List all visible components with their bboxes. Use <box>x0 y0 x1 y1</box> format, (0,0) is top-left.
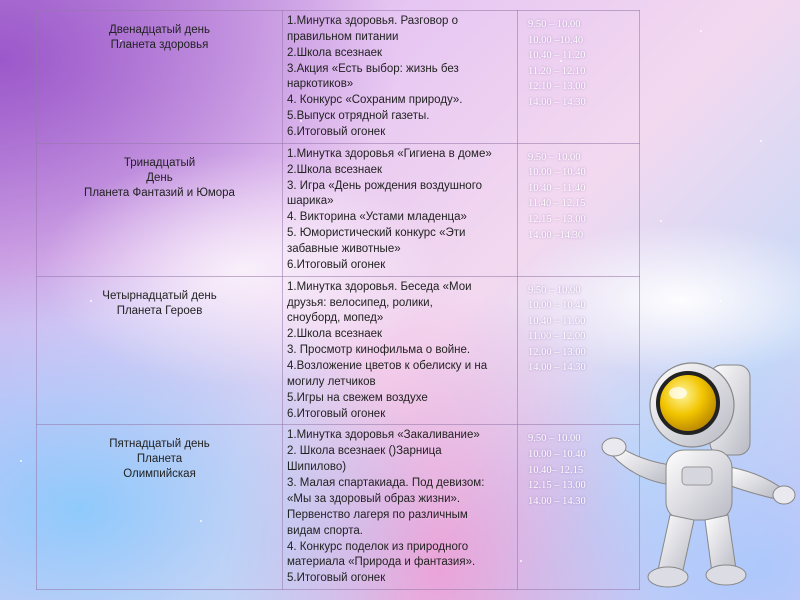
time-line: 14.00 – 14.30 <box>528 96 586 108</box>
time-line: 14.00 –14.30 <box>528 229 584 241</box>
activity-line: 3. Малая спартакиада. Под девизом: <box>287 477 485 490</box>
activity-line: 1.Минутка здоровья. Беседа «Мои <box>287 280 472 293</box>
activity-line: 1.Минутка здоровья. Разговор о <box>287 15 459 27</box>
day-cell <box>37 425 283 590</box>
activity-line: 4. Конкурс поделок из природного <box>287 540 469 553</box>
activity-line: 4. Викторина «Устами младенца» <box>287 211 467 224</box>
time-line: 11.20 – 12.10 <box>528 65 586 77</box>
day-name-line: Четырнадцатый день <box>102 289 217 302</box>
activity-line: 1.Минутка здоровья «Гигиена в доме» <box>287 147 492 160</box>
activity-line: материала «Природа и фантазия». <box>287 556 476 569</box>
activity-line: Шипилово) <box>287 461 347 474</box>
activity-line: 1.Минутка здоровья «Закаливание» <box>287 429 480 442</box>
day-name-line: Планета Фантазий и Юмора <box>84 186 235 199</box>
time-line: 10.40 – 11.40 <box>528 182 586 194</box>
times-cell <box>518 143 640 276</box>
activity-line: 5.Выпуск отрядной газеты. <box>287 110 430 123</box>
day-name-line: Олимпийская <box>123 468 196 481</box>
time-line: 10.40– 12.15 <box>528 464 584 476</box>
time-line: 10.00 –10.40 <box>528 34 584 46</box>
activity-line: друзья: велосипед, ролики, <box>287 296 433 309</box>
day-name-line: Пятнадцатый день <box>109 438 210 451</box>
time-line: 10.00 – 10.40 <box>528 300 586 312</box>
day-name-line: Планета Героев <box>116 304 203 317</box>
time-line: 10.40 – 11.00 <box>528 315 586 327</box>
activity-line: 3. Игра «День рождения воздушного <box>287 179 483 192</box>
activity-line: 4. Конкурс «Сохраним природу». <box>287 94 463 107</box>
activity-line: 3.Акция «Есть выбор: жизнь без <box>287 62 459 75</box>
activity-line: Первенство лагеря по различным <box>287 508 468 521</box>
day-cell <box>37 276 283 425</box>
activity-line: 6.Итоговый огонек <box>287 126 386 139</box>
activity-line: «Мы за здоровый образ жизни». <box>287 492 461 505</box>
activity-line: 5.Игры на свежем воздухе <box>287 391 428 404</box>
activity-line: 2.Школа всезнаек <box>287 328 383 341</box>
time-line: 12.15 – 13.00 <box>528 480 586 492</box>
time-line: 9.50 – 10.00 <box>528 433 581 445</box>
schedule-row <box>37 276 640 425</box>
time-line: 12.10 – 13.00 <box>528 81 586 93</box>
schedule-row <box>37 425 640 590</box>
time-line: 9.50 – 10.00 <box>528 19 581 30</box>
time-line: 14.00 – 14.30 <box>528 362 586 374</box>
time-line: 12.00 – 13.00 <box>528 346 586 358</box>
activities-cell <box>283 11 518 144</box>
day-name-line: Планета <box>136 453 183 466</box>
activity-line: 5. Юмористический конкурс «Эти <box>287 227 466 240</box>
activity-line: 3. Просмотр кинофильма о войне. <box>287 344 471 357</box>
activities-cell <box>283 276 518 425</box>
astronaut-illustration <box>600 355 800 595</box>
activity-line: наркотиков» <box>287 78 354 91</box>
activity-line: 2. Школа всезнаек ()Зарница <box>287 445 442 458</box>
activity-line: 4.Возложение цветов к обелиску и на <box>287 360 488 373</box>
activity-line: 5.Итоговый огонек <box>287 572 386 585</box>
time-line: 10.00 – 10.40 <box>528 449 586 461</box>
activities-cell <box>283 143 518 276</box>
activity-line: 6.Итоговый огонек <box>287 407 386 420</box>
time-line: 11.00 – 12.00 <box>528 331 586 343</box>
time-line: 11.40 – 12.15 <box>528 198 586 210</box>
day-cell <box>37 11 283 144</box>
day-cell <box>37 143 283 276</box>
time-line: 10.00 – 10.40 <box>528 167 586 179</box>
activity-line: шарика» <box>287 195 334 208</box>
activity-line: 6.Итоговый огонек <box>287 258 386 271</box>
schedule-row <box>37 11 640 144</box>
time-line: 10.40 – 11.20 <box>528 50 586 62</box>
activity-line: сноуборд, мопед» <box>287 312 384 325</box>
schedule-row <box>37 143 640 276</box>
times-cell <box>518 11 640 144</box>
activity-line: правильном питании <box>287 30 399 43</box>
time-line: 9.50 – 10.00 <box>528 284 581 296</box>
activity-line: видам спорта. <box>287 524 363 537</box>
day-name-line: Планета здоровья <box>110 38 209 51</box>
day-name-line: Тринадцатый <box>123 156 196 169</box>
time-line: 14.00 – 14.30 <box>528 495 586 507</box>
activities-cell <box>283 425 518 590</box>
time-line: 12.15 – 13.00 <box>528 214 586 225</box>
time-line: 9.50 – 10.00 <box>528 151 581 163</box>
activity-line: забавные животные» <box>287 243 401 256</box>
day-name-line: День <box>146 171 173 184</box>
activity-line: 2.Школа всезнаек <box>287 163 383 176</box>
activity-line: могилу летчиков <box>287 375 376 388</box>
day-name-line: Двенадцатый день <box>109 24 210 36</box>
activity-line: 2.Школа всезнаек <box>287 46 383 59</box>
schedule-table <box>36 10 640 590</box>
